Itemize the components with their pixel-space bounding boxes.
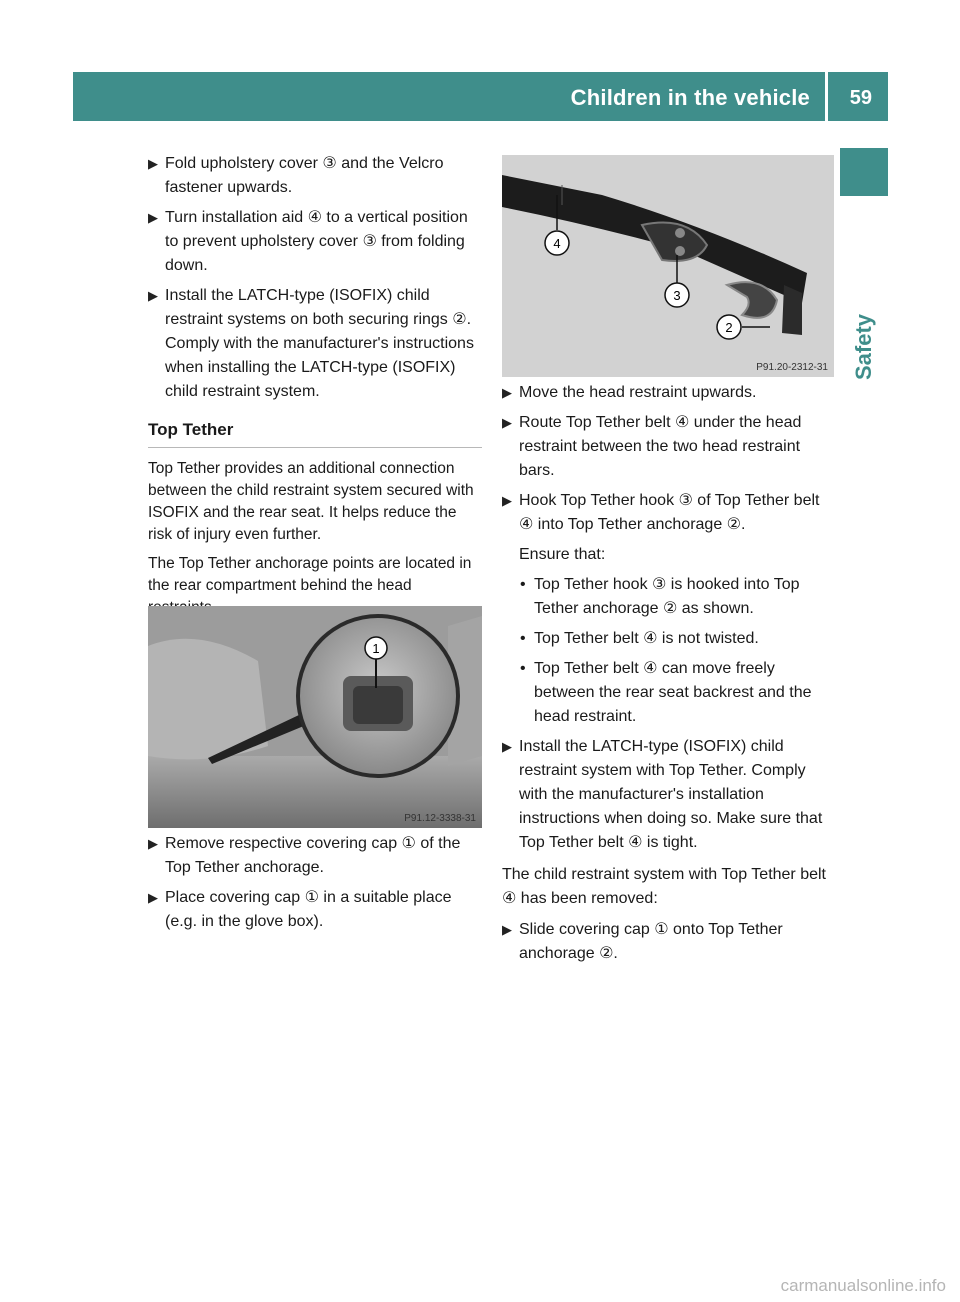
anchorage-illustration <box>148 606 482 828</box>
triangle-right-icon: ▶ <box>148 890 158 905</box>
callout-label: 3 <box>673 288 681 303</box>
bullet-item: • Top Tether hook ③ is hooked into Top Tether anchorage ② as shown. <box>502 573 836 621</box>
figure-code: P91.20-2312-31 <box>756 362 828 373</box>
bullet-item: • Top Tether belt ④ is not twisted. <box>502 627 836 651</box>
left-column-bottom <box>148 832 482 940</box>
figure-anchorage-photo <box>148 606 482 828</box>
callout-label: 1 <box>372 641 380 656</box>
triangle-right-icon: ▶ <box>502 493 512 508</box>
figure-tether-hook <box>502 155 834 377</box>
page-number: 59 <box>849 87 872 109</box>
step-item: ▶ Slide covering cap ① onto Top Tether anchorage ②. <box>502 918 836 966</box>
step-item: ▶ Install the LATCH-type (ISOFIX) child restraint system with Top Tether. Comply with the manufacturer's installation instructions when doing so. Make sure that Top Tether belt ④ is tight. <box>502 735 836 855</box>
paragraph: Top Tether provides an additional connection between the child restraint system secured with ISOFIX and the rear seat. It helps reduce the risk of injury even further. <box>148 460 474 543</box>
step-item: ▶ Hook Top Tether hook ③ of Top Tether belt ④ into Top Tether anchorage ②. <box>502 489 836 537</box>
step-item: ▶ Fold upholstery cover ③ and the Velcro fastener upwards. <box>148 152 482 200</box>
triangle-right-icon: ▶ <box>148 836 158 851</box>
step-item: ▶ Turn installation aid ④ to a vertical position to prevent upholstery cover ③ from folding down. <box>148 206 482 278</box>
triangle-right-icon: ▶ <box>148 156 158 171</box>
header-bar <box>73 72 888 121</box>
triangle-right-icon: ▶ <box>502 415 512 430</box>
paragraph: The child restraint system with Top Tether belt ④ has been removed: <box>502 866 826 907</box>
section-tab-square <box>840 148 888 196</box>
triangle-right-icon: ▶ <box>502 739 512 754</box>
callout-label: 4 <box>553 236 561 251</box>
triangle-right-icon: ▶ <box>148 210 158 225</box>
ensure-label: Ensure that: <box>519 546 606 563</box>
bullet-item: • Top Tether belt ④ can move freely between the rear seat backrest and the head restraint. <box>502 657 836 729</box>
bullet-icon: • <box>520 660 526 677</box>
step-item: ▶ Place covering cap ① in a suitable place (e.g. in the glove box). <box>148 886 482 934</box>
chapter-title: Children in the vehicle <box>570 85 810 110</box>
watermark: carmanualsonline.info <box>780 1276 946 1295</box>
section-heading: Top Tether <box>148 418 482 448</box>
step-item: ▶ Install the LATCH-type (ISOFIX) child restraint systems on both securing rings ②. Comply with the manufacturer's instructions when installing the LATCH-type (ISOFIX) child restraint system. <box>148 284 482 404</box>
header-divider <box>825 72 828 121</box>
triangle-right-icon: ▶ <box>148 288 158 303</box>
callout-label: 2 <box>725 320 733 335</box>
triangle-right-icon: ▶ <box>502 922 512 937</box>
figure-code: P91.12-3338-31 <box>404 813 476 824</box>
section-tab-label: Safety <box>851 313 876 380</box>
paragraph: The Top Tether anchorage points are located in the rear compartment behind the head <box>148 555 472 594</box>
triangle-right-icon: ▶ <box>502 385 512 400</box>
right-column <box>502 381 836 972</box>
tether-illustration <box>502 155 834 377</box>
step-item: ▶ Remove respective covering cap ① of the Top Tether anchorage. <box>148 832 482 880</box>
left-column-top <box>148 152 482 626</box>
bullet-icon: • <box>520 576 526 593</box>
step-item: ▶ Move the head restraint upwards. <box>502 381 836 405</box>
step-item: ▶ Route Top Tether belt ④ under the head restraint between the two head restraint bars. <box>502 411 836 483</box>
bullet-icon: • <box>520 630 526 647</box>
